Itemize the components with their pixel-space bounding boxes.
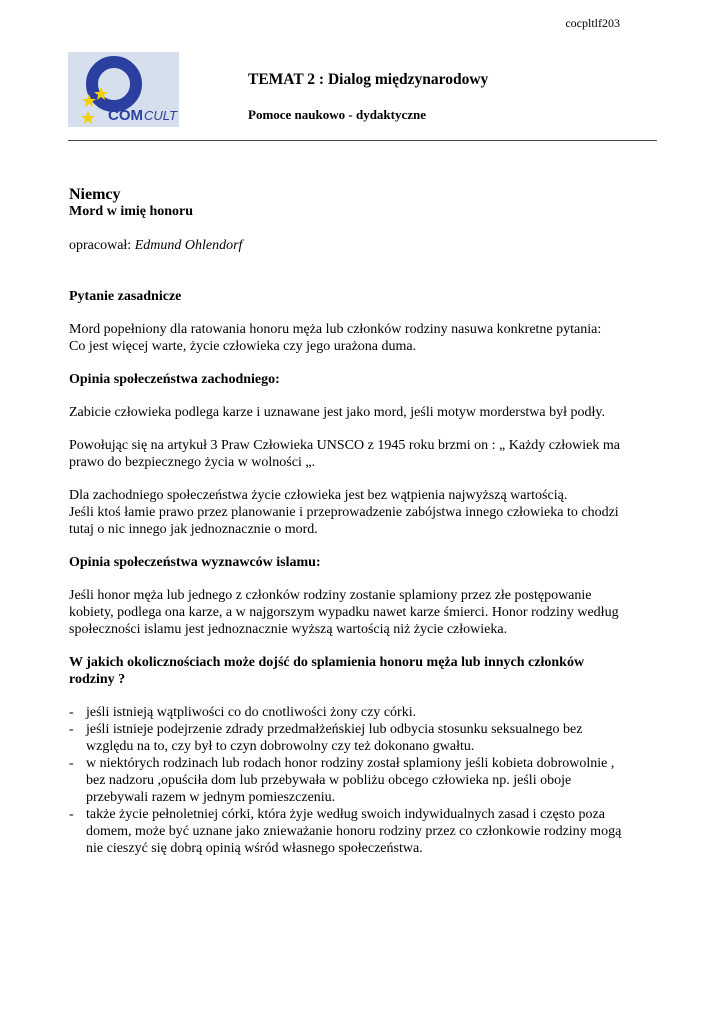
country-heading: Niemcy xyxy=(69,186,121,203)
logo-ring xyxy=(92,62,136,106)
list-item xyxy=(69,806,659,857)
article-title: Mord w imię honoru xyxy=(69,204,194,219)
text-line: społeczności islamu jest jednoznacznie wyższą wartością niż życie człowieka. xyxy=(69,622,508,637)
logo-text-com: COM xyxy=(108,107,143,124)
list-item xyxy=(69,704,659,721)
text-line: przebywali razem w jednym pomieszczeniu. xyxy=(86,790,336,805)
text-line: prawo do bezpiecznego życia w wolności „. xyxy=(69,455,316,470)
list-item xyxy=(69,721,659,755)
core-question-paragraph xyxy=(69,321,659,355)
text-line: rodziny ? xyxy=(69,672,126,687)
header-subtitle: Pomoce naukowo - dydaktyczne xyxy=(248,107,427,122)
text-line: bez nadzoru ,opuściła dom lub przebywała w pobliżu obcego człowieka np. jeśli oboje xyxy=(86,773,572,788)
text-line: nie cieszyć się dobrą opinią wśród własnego społeczeństwa. xyxy=(86,841,423,856)
author-line xyxy=(69,237,659,254)
section-heading-circumstances xyxy=(69,654,659,688)
text-line: względu na to, czy był to czyn dobrowolny czy też dokonano gwałtu. xyxy=(86,739,475,754)
text-line: jeśli istnieją wątpliwości co do cnotliwości żony czy córki. xyxy=(86,705,417,720)
text-line: kobiety, podlega ona karze, a w najgorszym wypadku nawet karze śmierci. Honor rodziny według xyxy=(69,605,619,620)
western-paragraph-3 xyxy=(69,487,659,538)
comcult-logo xyxy=(68,52,179,127)
author-name: Edmund Ohlendorf xyxy=(134,238,243,253)
text-line: w niektórych rodzinach lub rodach honor rodziny został splamiony jeśli kobieta dobrowolnie , xyxy=(86,756,615,771)
text-line: Dla zachodniego społeczeństwa życie człowieka jest bez wątpienia najwyższą wartością. xyxy=(69,488,568,503)
section-heading-islam-opinion: Opinia społeczeństwa wyznawców islamu: xyxy=(69,555,321,570)
section-heading-western-opinion: Opinia społeczeństwa zachodniego: xyxy=(69,372,280,387)
western-paragraph-1: Zabicie człowieka podlega karze i uznawane jest jako mord, jeśli motyw morderstwa był podły. xyxy=(69,405,605,420)
text-line: Powołując się na artykuł 3 Praw Człowieka UNSCO z 1945 roku brzmi on : „ Każdy człowiek ma xyxy=(69,438,620,453)
text-line: jeśli istnieje podejrzenie zdrady przedmałżeńskiej lub odbycia stosunku seksualnego bez xyxy=(86,722,583,737)
logo-text-cult: CULT xyxy=(144,108,177,123)
text-line: domem, może być uznane jako znieważanie honoru rodziny przez co członkowie rodziny mogą xyxy=(86,824,622,839)
text-line: Mord popełniony dla ratowania honoru męża lub członków rodziny nasuwa konkretne pytania: xyxy=(69,322,602,337)
text-line: Jeśli honor męża lub jednego z członków rodziny zostanie splamiony przez złe postępowanie xyxy=(69,588,592,603)
text-line: tutaj o nic innego jak jednoznacznie o mord. xyxy=(69,522,318,537)
logo-star-3 xyxy=(81,111,95,124)
islam-paragraph xyxy=(69,587,659,638)
text-line: także życie pełnoletniej córki, która żyje według swoich indywidualnych zasad i często poza xyxy=(86,807,605,822)
list-item xyxy=(69,755,659,806)
section-heading-core-question: Pytanie zasadnicze xyxy=(69,289,182,304)
header-title: TEMAT 2 : Dialog międzynarodowy xyxy=(248,71,489,88)
circumstances-list xyxy=(69,704,659,857)
text-line: W jakich okolicznościach może dojść do splamienia honoru męża lub innych członków xyxy=(69,655,585,670)
document-code: cocpltlf203 xyxy=(565,16,620,30)
author-label: opracował: xyxy=(69,238,135,253)
text-line: Jeśli ktoś łamie prawo przez planowanie i przeprowadzenie zabójstwa innego człowieka to chodzi xyxy=(69,505,619,520)
header-divider xyxy=(68,140,657,141)
text-line: Co jest więcej warte, życie człowieka czy jego urażona duma. xyxy=(69,339,417,354)
document-body xyxy=(69,186,659,857)
western-paragraph-2 xyxy=(69,437,659,471)
